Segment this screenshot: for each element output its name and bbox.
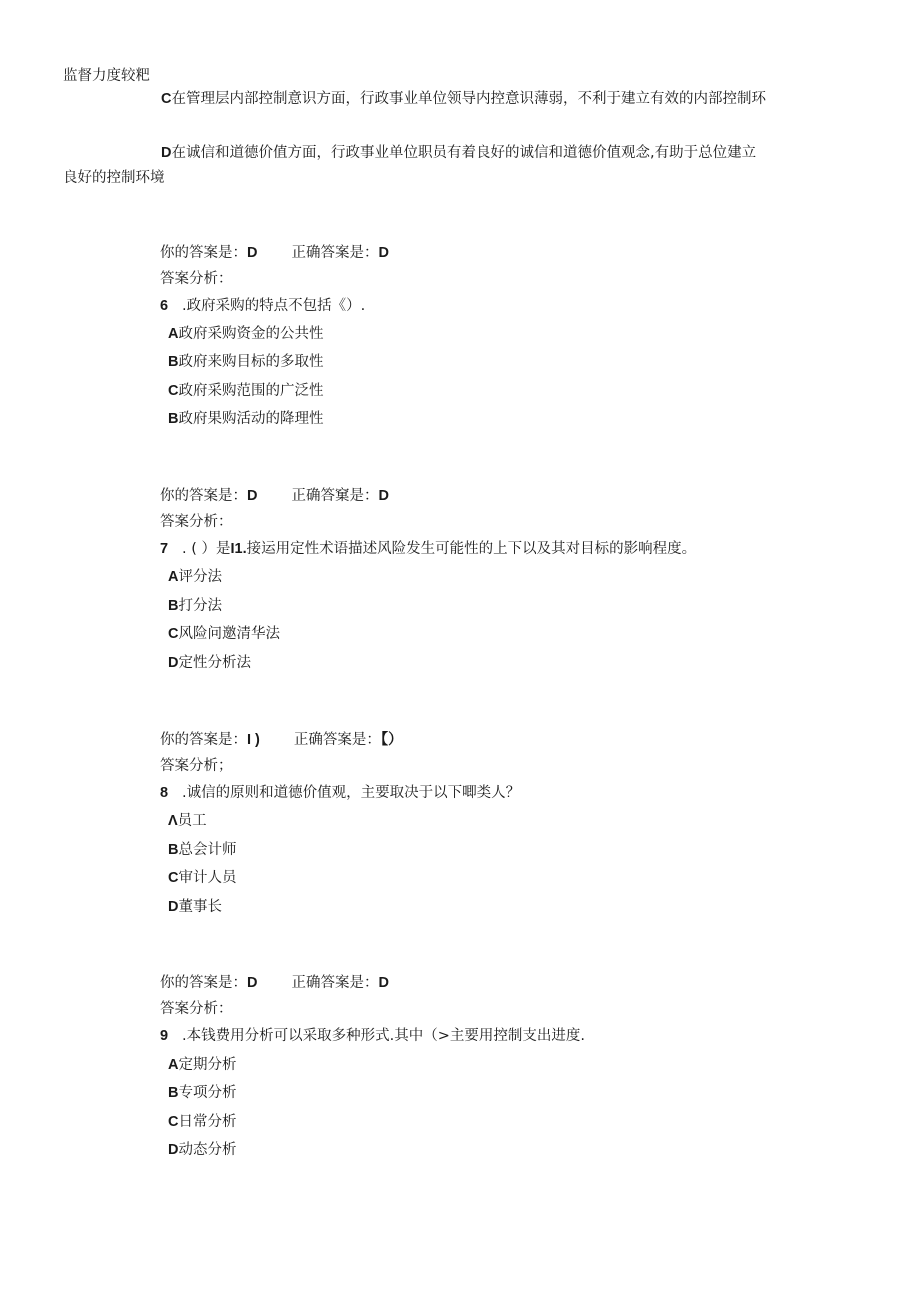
option <box>168 1083 236 1103</box>
option <box>168 567 222 587</box>
option-letter: B <box>168 1085 179 1101</box>
option-text: 定期分析 <box>178 1057 237 1073</box>
option-letter: D <box>168 655 179 671</box>
option-letter: D <box>161 145 172 161</box>
option-text: 专项分析 <box>178 1085 237 1101</box>
option <box>168 1055 236 1075</box>
answer-line <box>160 486 389 506</box>
answer-line <box>160 730 403 750</box>
option-letter: C <box>168 1114 179 1130</box>
option-text: 在诚信和道德价值方面，行政事业单位职员有着良好的诚信和道德价值观念,有助于总位建立 <box>171 145 757 161</box>
option <box>168 653 251 673</box>
option-c <box>161 89 766 109</box>
question-text-pre: . ( ）是 <box>182 541 231 557</box>
option-letter: Λ <box>168 813 178 829</box>
question-number: 8 <box>160 785 169 801</box>
correct-answer-value: D <box>378 245 389 261</box>
option-text: 定性分析法 <box>178 655 251 671</box>
option-text: 政府来购目标的多取性 <box>178 354 324 370</box>
option <box>168 1140 236 1160</box>
option-d <box>161 143 756 163</box>
your-answer-label: 你的答案是： <box>160 732 247 748</box>
correct-answer-label: 正确答案是： <box>291 975 379 991</box>
option-text: 评分法 <box>178 569 222 585</box>
continuation-text: 监督力度较粑 <box>63 68 150 84</box>
option <box>168 897 222 917</box>
your-answer-value: D <box>247 488 258 504</box>
your-answer-value: D <box>247 975 258 991</box>
your-answer-value: D <box>247 245 258 261</box>
option-text: 在管理层内部控制意识方面，行政事业单位领导内控意识薄弱，不利于建立有效的内部控制环 <box>171 91 766 107</box>
question-8 <box>160 783 520 803</box>
option-text: 审计人员 <box>178 870 237 886</box>
option-text: 董事长 <box>178 899 222 915</box>
option <box>168 381 323 401</box>
correct-answer-label: 正确答案是： <box>291 245 379 261</box>
option-letter: B <box>168 598 179 614</box>
option-letter: A <box>168 1057 179 1073</box>
question-7 <box>160 539 696 559</box>
option <box>168 409 323 429</box>
question-number: 9 <box>160 1028 169 1044</box>
question-number: 7 <box>160 541 169 557</box>
your-answer-value: I ) <box>247 732 260 748</box>
question-text: .政府采购的特点不包括《）. <box>182 298 366 314</box>
option-text: 员工 <box>177 813 207 829</box>
option <box>168 624 280 644</box>
your-answer-label: 你的答案是： <box>160 975 247 991</box>
question-text: .诚信的原则和道德价值观，主要取决于以下唧类人？ <box>182 785 521 801</box>
correct-answer-value: D <box>378 488 389 504</box>
correct-answer-value: D <box>378 975 389 991</box>
option-letter: D <box>168 1142 179 1158</box>
question-text: .本钱费用分析可以采取多种形式.其中（>主要用控制支出进度. <box>182 1028 585 1044</box>
answer-analysis-label: 答案分析： <box>160 1001 233 1017</box>
option-text: 风险问邀清华法 <box>178 626 280 642</box>
question-6 <box>160 296 365 316</box>
option-letter: C <box>168 626 179 642</box>
question-number: 6 <box>160 298 169 314</box>
option-letter: B <box>168 411 179 427</box>
question-text-bold: I1. <box>230 541 247 557</box>
option <box>168 1112 236 1132</box>
answer-analysis-label: 答案分析； <box>160 758 233 774</box>
option-letter: B <box>168 354 179 370</box>
question-9 <box>160 1026 585 1046</box>
correct-answer-label: 正确答案是： <box>293 732 381 748</box>
option <box>168 840 236 860</box>
answer-analysis-label: 答案分析： <box>160 514 233 530</box>
option-text: 政府果购活动的降理性 <box>178 411 324 427</box>
option-letter: C <box>168 383 179 399</box>
option-letter: D <box>168 899 179 915</box>
option-letter: A <box>168 569 179 585</box>
correct-answer-label: 正确答窠是： <box>291 488 379 504</box>
option-letter: A <box>168 326 179 342</box>
option-text: 日常分析 <box>178 1114 237 1130</box>
answer-line <box>160 243 389 263</box>
answer-analysis-label: 答案分析： <box>160 271 233 287</box>
option <box>168 352 323 372</box>
option-text: 政府采购资金的公共性 <box>178 326 324 342</box>
option-letter: B <box>168 842 179 858</box>
option-text: 总会计师 <box>178 842 237 858</box>
question-text-post: 接运用定性术语描述风险发生可能性的上下以及其对目标的影响程度。 <box>246 541 697 557</box>
answer-line <box>160 973 389 993</box>
option <box>168 324 323 344</box>
option-text: 打分法 <box>178 598 222 614</box>
your-answer-label: 你的答案是： <box>160 488 247 504</box>
option-text: 政府采购范围的广泛性 <box>178 383 324 399</box>
correct-answer-value: 【） <box>380 732 403 748</box>
option-text: 动态分析 <box>178 1142 237 1158</box>
option <box>168 868 236 888</box>
your-answer-label: 你的答案是： <box>160 245 247 261</box>
option-letter: C <box>168 870 179 886</box>
option-d-continued: 良好的控制环境 <box>63 170 165 186</box>
option-letter: C <box>161 91 172 107</box>
option <box>168 811 207 831</box>
option <box>168 596 222 616</box>
